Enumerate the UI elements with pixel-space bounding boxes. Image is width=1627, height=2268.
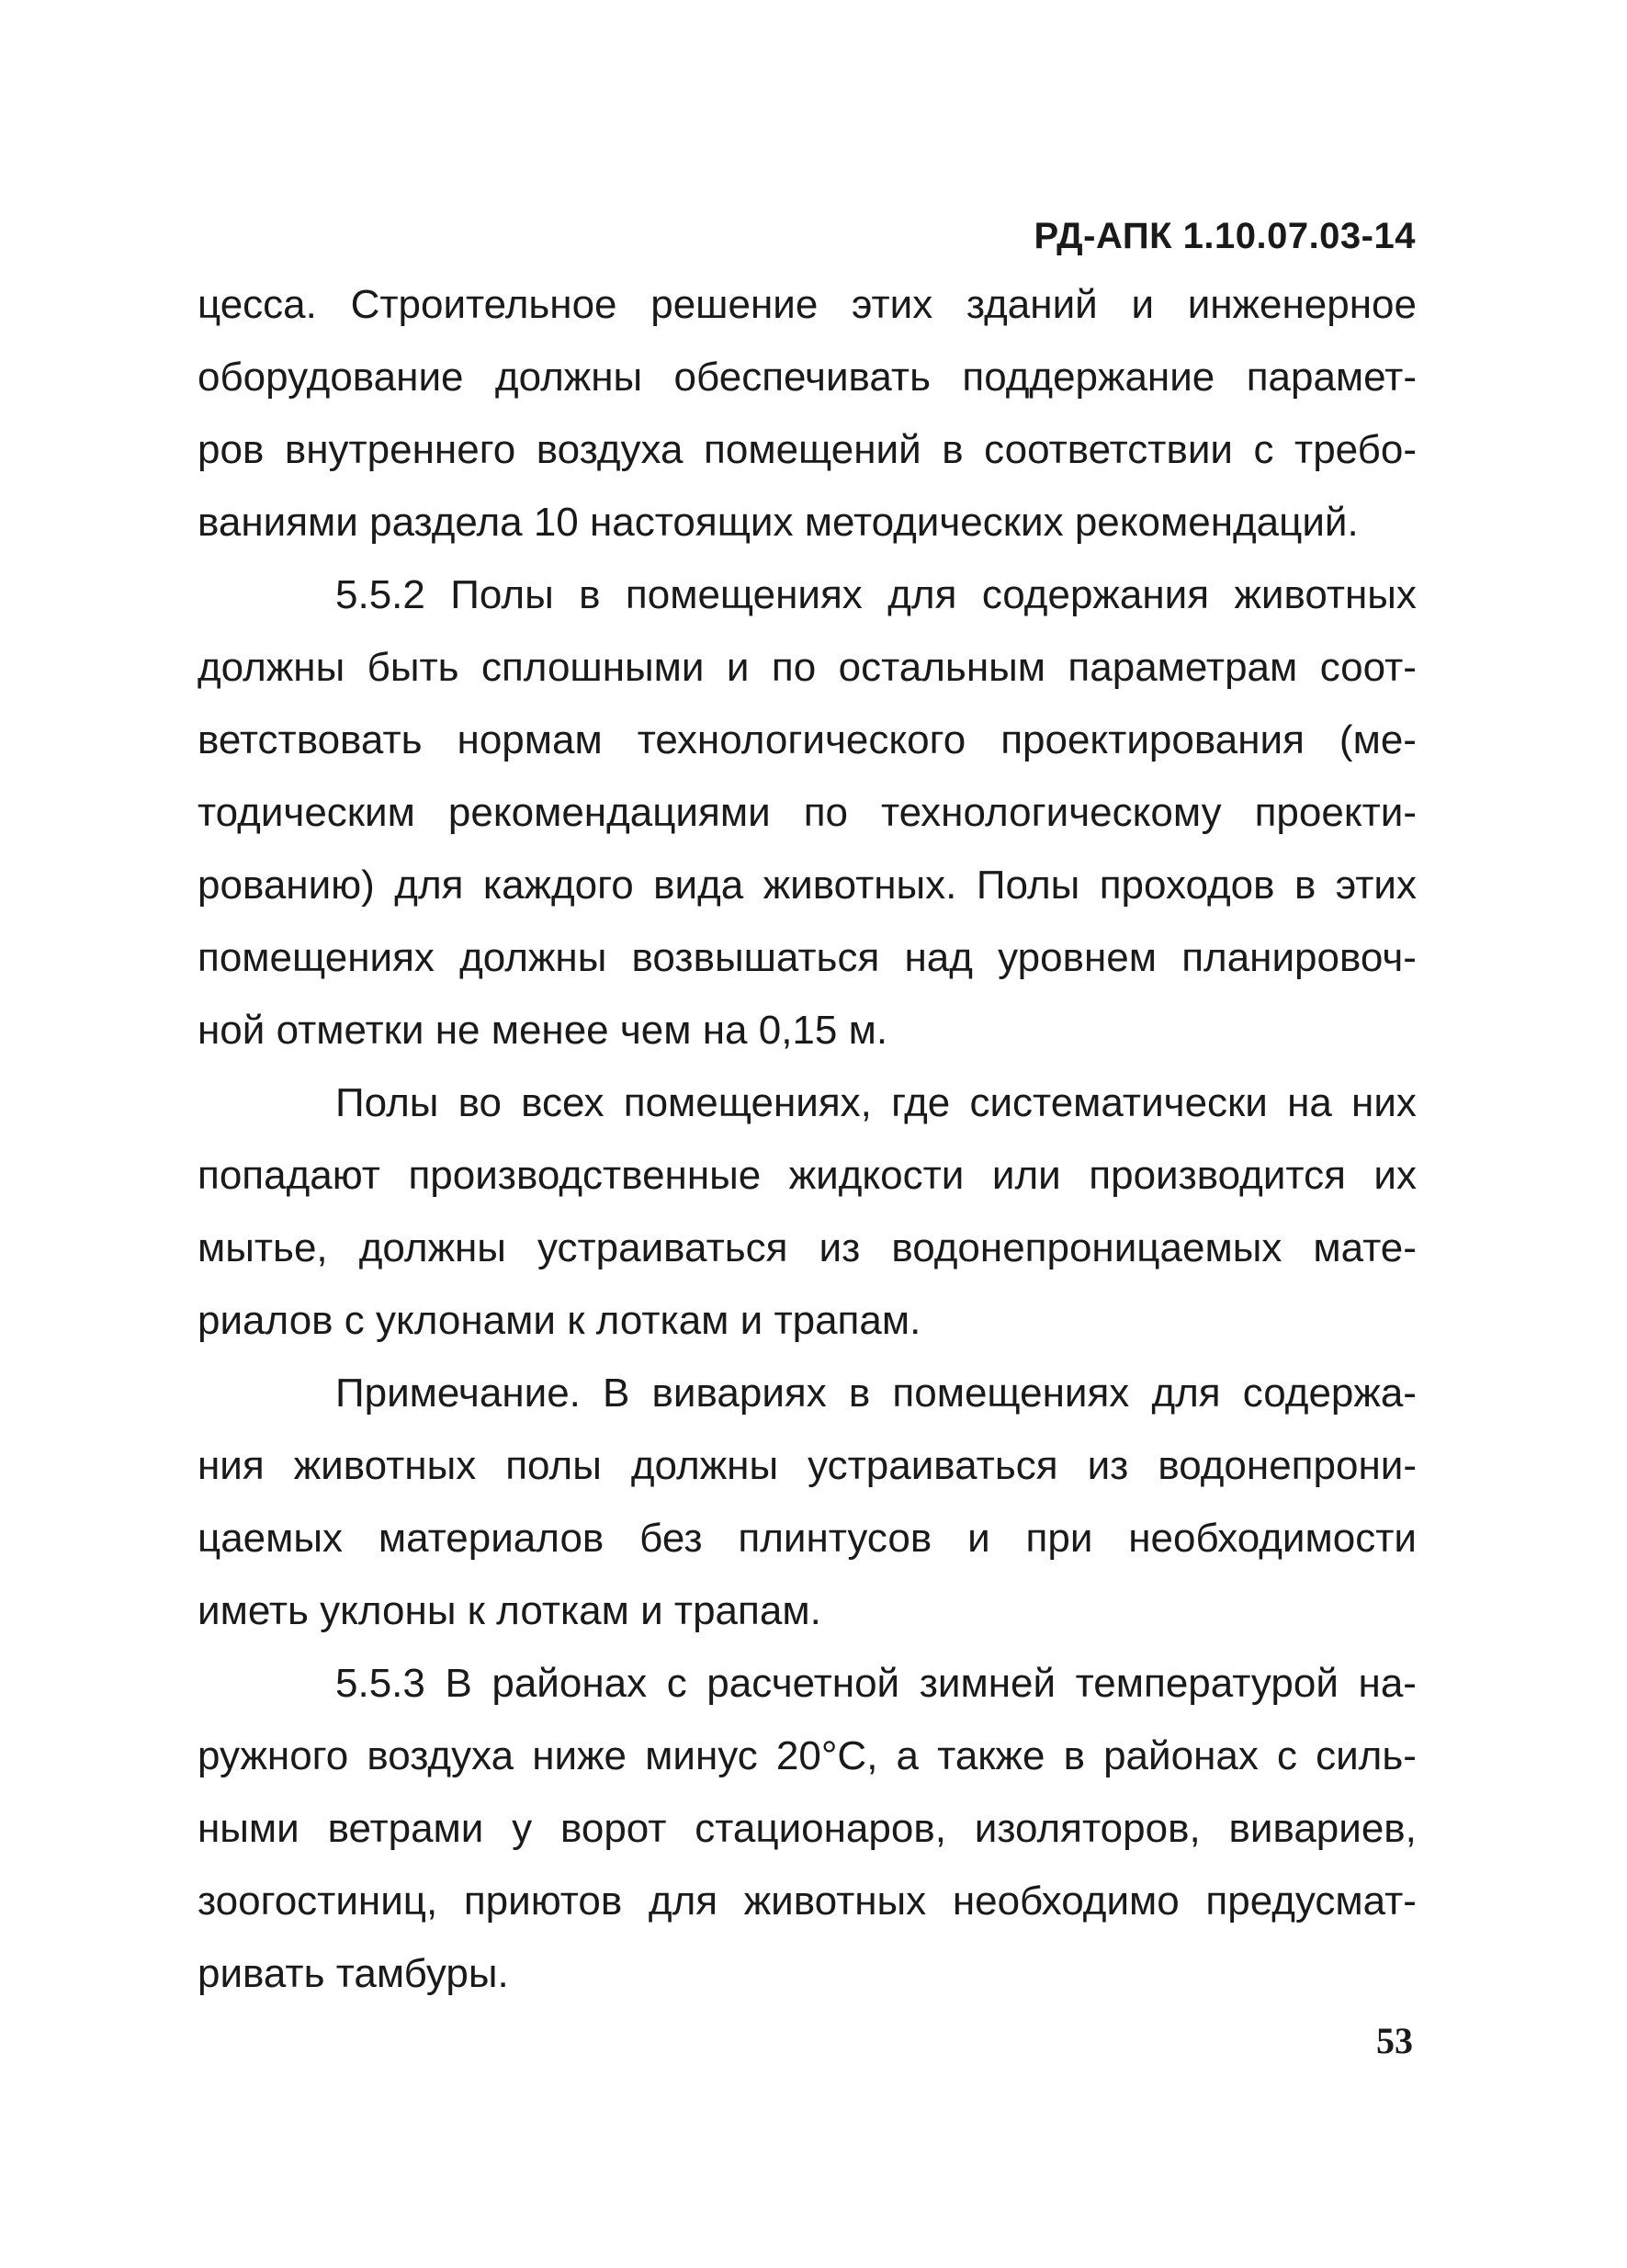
text-line (198, 921, 1417, 994)
text-line (198, 559, 1417, 631)
text-line (198, 776, 1417, 849)
word: их (1373, 1153, 1417, 1198)
word: производственные (408, 1153, 762, 1198)
word: этих (852, 282, 933, 327)
word: проходов (1099, 863, 1275, 908)
word: на- (1358, 1661, 1417, 1706)
word: парамет- (1246, 355, 1417, 400)
word: в (579, 572, 601, 617)
text-line (198, 849, 1417, 921)
word: решение (650, 282, 819, 327)
word: или (991, 1153, 1061, 1198)
text-line (198, 1357, 1417, 1429)
body-text (198, 268, 1417, 2010)
word: для (648, 1879, 718, 1924)
word: соответствии (984, 427, 1233, 472)
text-line (198, 1647, 1417, 1720)
word: каждого (482, 863, 634, 908)
word: по (771, 645, 817, 690)
text-line: риалов с уклонами к лоткам и трапам. (198, 1298, 921, 1343)
word: устраиваться (537, 1225, 788, 1270)
page-number: 53 (1376, 2020, 1413, 2061)
word: 5.5.2 (335, 572, 425, 617)
text-line: ваниями раздела 10 настоящих методических рекомендаций. (198, 500, 1359, 545)
word: параметрам (1068, 645, 1298, 690)
word: проекти- (1254, 790, 1417, 835)
word: них (1351, 1080, 1417, 1125)
word: проектирования (1000, 717, 1305, 762)
text-line (198, 631, 1417, 704)
word: ния (198, 1443, 265, 1488)
text-line (198, 1429, 1417, 1502)
word: должны (459, 935, 607, 980)
word: В (445, 1661, 472, 1706)
word: (ме- (1339, 717, 1417, 762)
word: температурой (1075, 1661, 1339, 1706)
word: Примечание. (335, 1371, 581, 1416)
text-line: иметь уклоны к лоткам и трапам. (198, 1588, 821, 1633)
word: помещениях (625, 572, 863, 617)
word: производится (1089, 1153, 1346, 1198)
word: и (726, 645, 750, 690)
word: вивариях (651, 1371, 827, 1416)
word: 5.5.3 (335, 1661, 425, 1706)
word: и (967, 1516, 990, 1561)
word: попадают (198, 1153, 380, 1198)
word: полы (505, 1443, 602, 1488)
word: с (1253, 427, 1274, 472)
word: и (1131, 282, 1155, 327)
word: содержания (981, 572, 1210, 617)
text-line (198, 1865, 1417, 1937)
word: в (942, 427, 964, 472)
word: материалов (378, 1516, 604, 1561)
word: животных (743, 1879, 927, 1924)
word: Полы (976, 863, 1080, 908)
word: технологическому (881, 790, 1222, 835)
word: плинтусов (738, 1516, 932, 1561)
word: по (803, 790, 848, 835)
word: сплошными (480, 645, 705, 690)
word: ружного (198, 1733, 349, 1778)
word: вида (653, 863, 744, 908)
word: животных. (763, 863, 957, 908)
word: ветствовать (198, 717, 423, 762)
word: у (512, 1806, 533, 1851)
word: инженерное (1187, 282, 1417, 327)
word: технологического (637, 717, 966, 762)
word: требо- (1294, 427, 1417, 472)
word: водонепроницаемых (891, 1225, 1282, 1270)
word: внутреннего (284, 427, 516, 472)
word: цесса. (198, 282, 317, 327)
word: при (1025, 1516, 1093, 1561)
word: воздуха (536, 427, 684, 472)
word: уровнем (998, 935, 1157, 980)
document-code-header: РД-АПК 1.10.07.03-14 (1034, 216, 1416, 256)
word: зданий (966, 282, 1098, 327)
word: 20°С, (775, 1733, 878, 1778)
word: для (394, 863, 464, 908)
word: изоляторов, (974, 1806, 1201, 1851)
word: помещениях (198, 935, 435, 980)
word: мате- (1313, 1225, 1417, 1270)
word: зимней (919, 1661, 1056, 1706)
text-line (198, 268, 1417, 341)
word: содержа- (1242, 1371, 1417, 1416)
word: жидкости (788, 1153, 965, 1198)
word: животных (293, 1443, 477, 1488)
word: силь- (1316, 1733, 1417, 1778)
word: соот- (1319, 645, 1417, 690)
word: где (891, 1080, 951, 1125)
word: всех (521, 1080, 604, 1125)
word: во (458, 1080, 502, 1125)
word: ниже (532, 1733, 627, 1778)
word: этих (1335, 863, 1417, 908)
word: помещениях, (623, 1080, 872, 1125)
word: остальным (838, 645, 1045, 690)
word: районах (1103, 1733, 1259, 1778)
word: стационаров, (695, 1806, 946, 1851)
word: мытье, (198, 1225, 328, 1270)
word: на (1287, 1080, 1332, 1125)
word: оборудование (198, 355, 464, 400)
word: необходимости (1128, 1516, 1417, 1561)
word: должны (198, 645, 345, 690)
word: планировоч- (1181, 935, 1417, 980)
word: устраиваться (808, 1443, 1058, 1488)
word: в (1063, 1733, 1085, 1778)
text-line (198, 1139, 1417, 1212)
word: цаемых (198, 1516, 344, 1561)
word: ветрами (327, 1806, 484, 1851)
word: в (1294, 863, 1316, 908)
word: над (904, 935, 973, 980)
text-line: ной отметки не менее чем на 0,15 м. (198, 1008, 888, 1053)
word: систематически (969, 1080, 1268, 1125)
word: приютов (463, 1879, 623, 1924)
word: районах (491, 1661, 648, 1706)
word: должны (494, 355, 643, 400)
word: для (1151, 1371, 1221, 1416)
text-line: ривать тамбуры. (198, 1951, 509, 1996)
word: Строительное (350, 282, 617, 327)
word: тодическим (198, 790, 415, 835)
word: рованию) (198, 863, 375, 908)
word: быть (367, 645, 459, 690)
word: животных (1234, 572, 1417, 617)
word: необходимо (952, 1879, 1180, 1924)
word: ворот (559, 1806, 667, 1851)
word: Полы (335, 1080, 439, 1125)
word: с (1276, 1733, 1297, 1778)
word: предусмат- (1205, 1879, 1417, 1924)
word: из (819, 1225, 861, 1270)
text-line (198, 341, 1417, 413)
word: нормам (457, 717, 603, 762)
text-line (198, 704, 1417, 776)
text-line (198, 1212, 1417, 1284)
word: расчетной (706, 1661, 900, 1706)
word: поддержание (962, 355, 1215, 400)
word: в (848, 1371, 871, 1416)
word: возвышаться (631, 935, 880, 980)
word: В (603, 1371, 630, 1416)
text-line (198, 413, 1417, 486)
word: из (1087, 1443, 1129, 1488)
word: с (666, 1661, 687, 1706)
word: также (937, 1733, 1045, 1778)
word: ров (198, 427, 265, 472)
text-line (198, 1502, 1417, 1574)
word: зоогостиниц, (198, 1879, 438, 1924)
word: помещениях (892, 1371, 1130, 1416)
text-line (198, 1792, 1417, 1865)
word: должны (358, 1225, 506, 1270)
word: обеспечивать (673, 355, 931, 400)
word: помещений (704, 427, 921, 472)
word: рекомендациями (447, 790, 771, 835)
word: водонепрони- (1158, 1443, 1417, 1488)
word: без (639, 1516, 703, 1561)
word: воздуха (367, 1733, 514, 1778)
word: Полы (450, 572, 554, 617)
word: а (896, 1733, 920, 1778)
text-line (198, 1066, 1417, 1139)
word: должны (630, 1443, 779, 1488)
word: ными (198, 1806, 299, 1851)
text-line (198, 1720, 1417, 1792)
word: вивариев, (1228, 1806, 1417, 1851)
word: минус (645, 1733, 758, 1778)
word: для (887, 572, 957, 617)
